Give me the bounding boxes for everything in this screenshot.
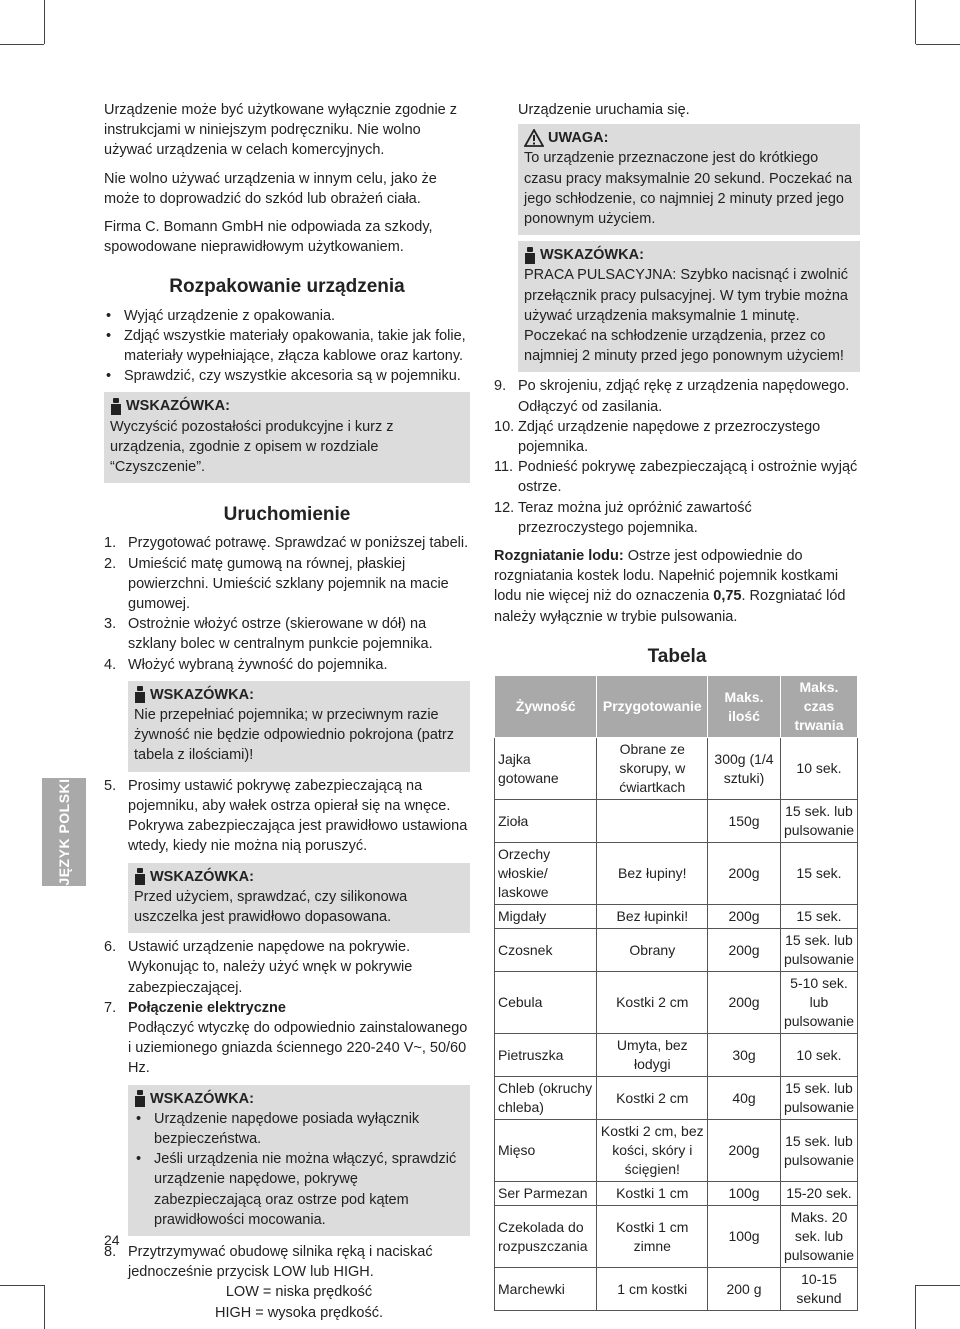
warning-box — [518, 124, 860, 235]
table-cell: Chleb (okruchy chleba) — [495, 1077, 597, 1120]
list-item: 10. Zdjąć urządzenie napędowe z przezroczystego pojemnika. — [494, 418, 821, 456]
note-title: WSKAZÓWKA: — [150, 868, 254, 885]
table-cell: 200g — [708, 843, 781, 905]
table-cell: Bez łupinki! — [597, 905, 708, 929]
table-cell: 100g — [708, 1206, 781, 1268]
table-cell: 15 sek. lub pulsowanie — [780, 929, 857, 972]
note-box — [518, 241, 860, 372]
info-icon — [134, 686, 146, 703]
table-cell: 15 sek. — [780, 905, 857, 929]
note-list — [134, 1109, 464, 1230]
language-tab-label: JĘZYK POLSKI — [56, 778, 72, 886]
list-item: 12. Teraz można już opróżnić zawartość przezroczystego pojemnika. — [494, 499, 752, 536]
list-item: 5. Prosimy ustawić pokrywę zabezpieczającą na pojemniku, aby wałek ostrza opierał się na wnęce. Pokrywa zabezpieczająca jest prawidłowo ustawiona wtedy, kiedy nie można nią poruszyć. — [104, 777, 468, 855]
table-row — [495, 1206, 858, 1268]
list-item: 3. Ostrożnie włożyć ostrze (skierowane w dół) na szklany bolec w centralnym punkcie pojemnika. — [104, 616, 433, 653]
list-item: • Sprawdzić, czy wszystkie akcesoria są w pojemniku. — [104, 366, 470, 386]
crop-mark — [915, 0, 916, 44]
table-cell: 15 sek. lub pulsowanie — [780, 800, 857, 843]
table-cell: Maks. 20 sek. lub pulsowanie — [780, 1206, 857, 1268]
table-cell: Kostki 1 cm zimne — [597, 1206, 708, 1268]
right-column — [494, 100, 860, 1311]
note-box — [128, 863, 470, 934]
table-cell: 10 sek. — [780, 738, 857, 800]
list-item: 1. Przygotować potrawę. Sprawdzać w poniższej tabeli. — [104, 535, 469, 552]
info-icon — [110, 398, 122, 415]
table-cell: 15 sek. lub pulsowanie — [780, 1120, 857, 1182]
food-table — [494, 675, 858, 1311]
table-row — [495, 1120, 858, 1182]
column-header: Maks. ilość — [708, 676, 781, 738]
table-cell: 15 sek. lub pulsowanie — [780, 1077, 857, 1120]
warning-icon — [524, 129, 544, 147]
table-cell: Obrany — [597, 929, 708, 972]
table-cell: 200g — [708, 1120, 781, 1182]
table-cell: 100g — [708, 1182, 781, 1206]
note-box — [128, 681, 470, 772]
left-column — [104, 100, 470, 1323]
step-title: Połączenie elektryczne — [128, 999, 286, 1016]
intro-paragraph-1: Urządzenie może być użytkowane wyłącznie zgodnie z instrukcjami w niniejszym podręczniku. Nie wolno używać urządzenia w celach komercyjnych. — [104, 102, 458, 159]
info-icon — [134, 1090, 146, 1107]
steps-list-6-7 — [104, 937, 470, 1078]
note-title: WSKAZÓWKA: — [540, 247, 644, 264]
ice-crushing-paragraph: Rozgniatanie lodu: Ostrze jest odpowiednie do rozgniatania kostek lodu. Napełnić pojemnik kostkami lodu nie więcej niż do oznaczenia 0,75. Rozgniatać lód należy wyłącznie w trybie pulsowania. — [494, 548, 846, 625]
list-item: 6. Ustawić urządzenie napędowe na pokrywie. Wykonując to, należy użyć wnęk w pokrywie zabezpieczającej. — [104, 939, 413, 996]
table-cell: Umyta, bez łodygi — [597, 1034, 708, 1077]
table-row — [495, 800, 858, 843]
crop-mark — [0, 1285, 44, 1286]
table-cell: Czekolada do rozpuszczania — [495, 1206, 597, 1268]
list-item: • Wyjąć urządzenie z opakowania. — [104, 306, 470, 326]
table-cell: 300g (1/4 sztuki) — [708, 738, 781, 800]
heading-table: Tabela — [647, 645, 707, 667]
table-cell: 200 g — [708, 1268, 781, 1311]
crop-mark — [44, 0, 45, 44]
info-icon — [524, 247, 536, 264]
table-cell: Kostki 2 cm — [597, 972, 708, 1034]
table-row — [495, 929, 858, 972]
list-item: • Urządzenie napędowe posiada wyłącznik bezpieczeństwa. — [134, 1109, 464, 1149]
table-cell: Migdały — [495, 905, 597, 929]
crop-mark — [916, 44, 960, 45]
table-cell: Kostki 2 cm — [597, 1077, 708, 1120]
steps-list-b — [494, 376, 860, 538]
list-item: 2. Umieścić matę gumową na równej, płaskiej powierzchni. Umieścić szklany pojemnik na macie gumowej. — [104, 555, 449, 613]
table-cell: Kostki 1 cm — [597, 1182, 708, 1206]
info-icon — [134, 868, 146, 885]
start-paragraph: Urządzenie uruchamia się. — [518, 102, 690, 118]
table-cell: 200g — [708, 972, 781, 1034]
table-row — [495, 1268, 858, 1311]
crop-mark — [0, 44, 44, 45]
table-cell: Ser Parmezan — [495, 1182, 597, 1206]
table-cell: Obrane ze skorupy, w ćwiartkach — [597, 738, 708, 800]
page-number: 24 — [104, 1232, 120, 1248]
heading-unpacking: Rozpakowanie urządzenia — [169, 276, 405, 298]
steps-list-5 — [104, 776, 470, 857]
table-cell: Cebula — [495, 972, 597, 1034]
note-text: Przed użyciem, sprawdzać, czy silikonowa uszczelka jest prawidłowo dopasowana. — [134, 888, 408, 925]
column-header: Przygotowanie — [597, 676, 708, 738]
table-cell: 15-20 sek. — [780, 1182, 857, 1206]
table-cell: 5-10 sek. lub pulsowanie — [780, 972, 857, 1034]
table-row — [495, 1182, 858, 1206]
table-cell: Czosnek — [495, 929, 597, 972]
table-cell: Zioła — [495, 800, 597, 843]
list-item: • Zdjąć wszystkie materiały opakowania, takie jak folie, materiały wypełniające, złącza kablowe oraz kartony. — [104, 326, 470, 366]
steps-list-8 — [104, 1242, 470, 1282]
column-header: Maks. czas trwania — [780, 676, 857, 738]
note-title: WSKAZÓWKA: — [126, 398, 230, 415]
table-cell: 10 sek. — [780, 1034, 857, 1077]
list-item: 11. Podnieść pokrywę zabezpieczającą i ostrożnie wyjąć ostrze. — [494, 459, 858, 496]
table-cell: Pietruszka — [495, 1034, 597, 1077]
table-cell: 200g — [708, 905, 781, 929]
warning-text: To urządzenie przeznaczone jest do krótkiego czasu pracy maksymalnie 20 sekund. Poczekać na jego schłodzenie, co najmniej 2 minuty przed jego ponownym użyciem. — [524, 150, 853, 228]
table-cell: Mięso — [495, 1120, 597, 1182]
note-text: Wyczyścić pozostałości produkcyjne i kurz z urządzenia, zgodnie z opisem w rozdziale “Czyszczenie”. — [110, 418, 394, 476]
crop-mark — [44, 1285, 45, 1329]
table-cell: 40g — [708, 1077, 781, 1120]
table-cell: 15 sek. — [780, 843, 857, 905]
warning-title: UWAGA: — [548, 130, 609, 147]
table-cell: Bez łupiny! — [597, 843, 708, 905]
table-row — [495, 905, 858, 929]
column-header: Żywność — [495, 676, 597, 738]
list-item: 4. Włożyć wybraną żywność do pojemnika. — [104, 656, 388, 673]
note-text: Nie przepełniać pojemnika; w przeciwnym razie żywność nie będzie odpowiednio pokrojona (patrz tabela z ilościami)! — [134, 707, 454, 764]
table-header-row — [495, 676, 858, 738]
language-tab — [42, 778, 86, 886]
list-item: 8. Przytrzymywać obudowę silnika ręką i naciskać jednocześnie przycisk LOW lub HIGH. — [104, 1243, 433, 1281]
table-cell: 150g — [708, 800, 781, 843]
table-row — [495, 1034, 858, 1077]
list-item: 7. Połączenie elektryczne Podłączyć wtyczkę do odpowiednio zainstalowanego i uziemionego gniazda ściennego 220-240 V~, 50/60 Hz. — [104, 999, 468, 1077]
table-cell: Jajka gotowane — [495, 738, 597, 800]
note-title: WSKAZÓWKA: — [150, 686, 254, 703]
table-cell: 10-15 sekund — [780, 1268, 857, 1311]
intro-paragraph-3: Firma C. Bomann GmbH nie odpowiada za szkody, spowodowane nieprawidłowym użytkowaniem. — [104, 219, 433, 256]
table-cell: Kostki 2 cm, bez kości, skóry i ścięgien! — [597, 1120, 708, 1182]
table-row — [495, 738, 858, 800]
intro-paragraph-2: Nie wolno używać urządzenia w innym celu, jako że może to doprowadzić do szkód lub obrażeń ciała. — [104, 170, 437, 207]
table-cell: 1 cm kostki — [597, 1268, 708, 1311]
list-item: • Jeśli urządzenia nie można włączyć, sprawdzić urządzenie napędowe, pokrywę zabezpieczającą oraz ostrze pod kątem prawidłowości mocowania. — [134, 1149, 464, 1230]
note-box — [104, 392, 470, 483]
steps-list-a — [104, 533, 470, 674]
note-box — [128, 1085, 470, 1236]
table-row — [495, 972, 858, 1034]
note-text: PRACA PULSACYJNA: Szybko nacisnąć i zwolnić przełącznik pracy pulsacyjnej. W tym trybie można używać urządzenia maksymalnie 1 minutę. Poczekać na schłodzenie urządzenia, przez co najmniej 2 minuty przed jego ponownym użyciem! — [524, 267, 848, 365]
crop-mark — [915, 1285, 916, 1329]
speed-low: LOW = niska prędkość — [225, 1284, 373, 1301]
table-cell: 200g — [708, 929, 781, 972]
table-row — [495, 1077, 858, 1120]
table-cell: Orzechy włoskie/ laskowe — [495, 843, 597, 905]
table-row — [495, 843, 858, 905]
note-title: WSKAZÓWKA: — [150, 1090, 254, 1107]
table-cell — [597, 800, 708, 843]
table-cell: 30g — [708, 1034, 781, 1077]
speed-high: HIGH = wysoka prędkość. — [214, 1304, 384, 1321]
crop-mark — [916, 1285, 960, 1286]
table-cell: Marchewki — [495, 1268, 597, 1311]
unpack-list — [104, 306, 470, 387]
list-item: 9. Po skrojeniu, zdjąć rękę z urządzenia napędowego. Odłączyć od zasilania. — [494, 378, 850, 415]
heading-startup: Uruchomienie — [223, 504, 351, 526]
